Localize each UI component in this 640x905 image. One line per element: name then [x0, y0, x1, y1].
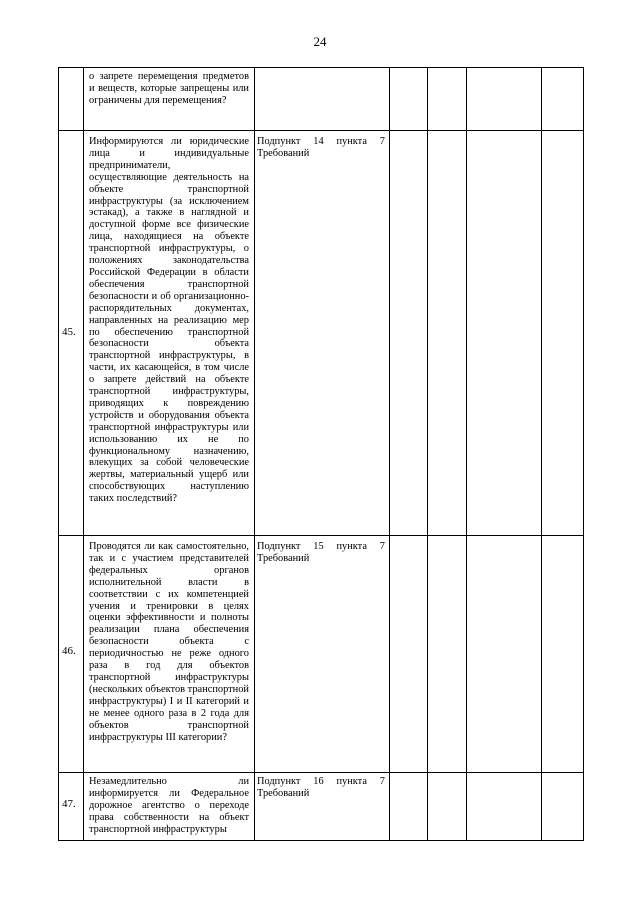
reference-point: 7: [379, 776, 385, 787]
reference-word: Подпункт: [257, 541, 301, 552]
column-divider: [389, 68, 390, 840]
reference-word: Подпункт: [257, 136, 301, 147]
requirement-reference: [257, 776, 385, 800]
column-divider: [541, 68, 542, 840]
reference-line: [257, 541, 385, 553]
reference-word: пункта: [336, 136, 367, 147]
reference-subpoint: 16: [313, 776, 324, 787]
reference-line: [257, 136, 385, 148]
question-text: о запрете перемещения предметов и веществ, которые запрещены или ограничены для перемещения?: [89, 71, 249, 106]
column-divider: [254, 68, 255, 840]
reference-source: Требований: [257, 787, 310, 799]
reference-subpoint: 15: [313, 541, 324, 552]
requirements-table: [58, 67, 584, 841]
question-text: Незамедлительно ли информируется ли Федеральное дорожное агентство о переходе права собственности на объект транспортной инфраструктуры: [89, 776, 249, 835]
row-divider: [59, 130, 583, 131]
reference-word: Подпункт: [257, 776, 301, 787]
requirement-reference: [257, 136, 385, 160]
reference-line: [257, 776, 385, 788]
question-text: Проводятся ли как самостоятельно, так и с участием представителей федеральных органов исполнительной власти в соответствии с их компетенцией учения и тренировки в целях оценки эффективности и полноты реализации плана обеспечения безопасности объекта с периодичностью не реже одного раза в год для объектов транспортной инфраструктуры (нескольких объектов транспортной инфраструктуры) I и II категорий и не менее одного раза в 2 года для объектов транспортной инфраструктуры III категории?: [89, 541, 249, 743]
row-divider: [59, 772, 583, 773]
reference-word: пункта: [336, 776, 367, 787]
row-number: 46.: [62, 645, 76, 657]
reference-word: пункта: [336, 541, 367, 552]
row-number: 47.: [62, 798, 76, 810]
reference-source: Требований: [257, 147, 310, 159]
reference-point: 7: [379, 136, 385, 147]
reference-subpoint: 14: [313, 136, 324, 147]
reference-source: Требований: [257, 552, 310, 564]
column-divider: [466, 68, 467, 840]
question-text: Информируются ли юридические лица и индивидуальные предприниматели, осуществляющие деятельность на объекте транспортной инфраструктуры (за исключением эстакад), а также в наглядной и доступной форме все физические лица, находящиеся на объекте транспортной инфраструктуры, о положениях законодательства Российской Федерации в области обеспечения транспортной безопасности и об организационно-распорядительных документах, направленных на реализацию мер по обеспечению транспортной безопасности объекта транспортной инфраструктуры, в части, их касающейся, в том числе о запрете действий на объекте транспортной инфраструктуры, приводящих к повреждению устройств и оборудования объекта транспортной инфраструктуры или использованию их не по функциональному назначению, влекущих за собой человеческие жертвы, материальный ущерб или способствующих наступлению таких последствий?: [89, 136, 249, 505]
page-number: 24: [313, 34, 327, 49]
requirement-reference: [257, 541, 385, 565]
column-divider: [427, 68, 428, 840]
row-number: 45.: [62, 326, 76, 338]
row-divider: [59, 535, 583, 536]
column-divider: [83, 68, 84, 840]
reference-point: 7: [379, 541, 385, 552]
